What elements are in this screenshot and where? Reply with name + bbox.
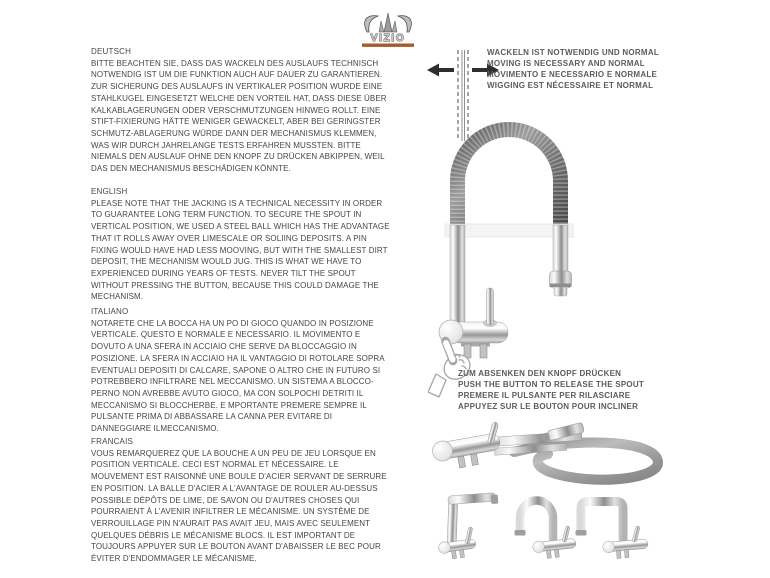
section-body: PLEASE NOTE THAT THE JACKING IS A TECHNICAL NECESSITY IN ORDER TO GUARANTEE LONG TERM FUNCTION. TO SECURE THE SPOUT IN VERTICAL POSITION, WE USED A STEEL BALL WHICH HAS THE ADVANTAGE THAT IT ROLLS AWAY OVER LIMESCALE OR SOLIING DEPOSITS. A PIN FIXING WOULD HAVE HAD LESS MOOVING, BUT WITH THE SMALLEST DIRT DEPOSIT, THE MECHANISM WOULD JUG. THIS IS WHAT WE HAVE TO EXPERIENCED DURING YEARS OF TESTS. NEVER TILT THE SPOUT WITHOUT PRESSING THE BUTTON, BECAUSE THIS COULD DAMAGE THE MECHANISM. — [91, 198, 390, 302]
section-heading: ENGLISH — [91, 187, 128, 196]
section-deutsch — [91, 46, 391, 175]
logo-left-horn — [365, 16, 378, 32]
note-line: WACKELN IST NOTWENDIG UND NORMAL — [487, 48, 659, 57]
spring-hose-arch — [458, 130, 561, 227]
mounting-prongs — [461, 342, 490, 358]
note-line: WIGGING EST NÉCESSAIRE ET NORMAL — [487, 81, 654, 90]
folded-faucet-figure — [428, 420, 683, 496]
note-line: ZUM ABSENKEN DEN KNOPF DRÜCKEN — [458, 369, 622, 378]
section-heading: FRANCAIS — [91, 437, 134, 446]
section-heading: DEUTSCH — [91, 47, 132, 56]
note-line: MOVIMENTO E NECESSARIO E NORMALE — [487, 70, 658, 79]
section-italiano — [91, 306, 391, 435]
variant-round-spout — [515, 501, 578, 560]
section-body: VOUS REMARQUEREZ QUE LA BOUCHE A UN PEU DE JEU LORSQUE EN POSITION VERTICALE. CECI EST NORMAL ET NÉCESSAIRE. LE MOUVEMENT EST RAISONNÉ UNE BOULE D'ACIER SERVANT DE SERRURE EN POSITION. LA BALLE D'ACIER A L'AVANTAGE DE ROULER AU-DESSUS POSSIBLE DÉPÔTS DE LIME, DE SAVON OU D'AUTRES CHOSES QUI POURRAIENT À L'AVENIR INFILTRER LE MÉCANISME. UN SYSTÈME DE VERROUILLAGE PIN N'AURAIT PAS AVAIT JEU, MAIS AVEC SEULEMENT QUELQUES DÉBRIS LE MÉCANISME BLOCS. IL EST IMPORTANT DE TOUJOURS APPUYER SUR LE BOUTON AVANT D'ABAISSER LE BEC POUR ÉVITER D'ENDOMMAGER LE MÉCANISME. — [91, 448, 387, 564]
logo-right-fin — [392, 21, 397, 32]
note-line: PREMERE IL PULSANTE PER RILASCIARE — [458, 391, 631, 400]
brand-logo — [354, 11, 422, 48]
section-english — [91, 186, 391, 303]
section-body: NOTARETE CHE LA BOCCA HA UN PO DI GIOCO QUANDO IN POSIZIONE VERTICALE. QUESTO E NORMALE E NECESSARIO. IL MOVIMENTO E DOVUTO A UNA SFERA IN ACCIAIO CHE SERVE DA BLOCCAGGIO IN POSIZIONE. LA SFERA IN ACCIAIO HA IL VANTAGGIO DI ROTOLARE SOPRA EVENTUALI DEPOSITI DI CALCARE, SAPONE O ALTRO CHE IN FUTURO SI POTREBBERO INFILTRARE NEL MECCANISMO. UN SISTEMA A BLOCCO-PERNO NON AVREBBE AVUTO GIOCO, MA CON SOLPOCHI DETRITI IL MECCANISMO SI BLOCCHERBE. E MPORTANTE PREMERE SEMPRE IL PULSANTE PRIMA DI ABBASSARE LA CANNA PER EVITARE DI DANNEGGIARE ILMECCANISMO. — [91, 318, 385, 434]
main-faucet-figure — [428, 108, 633, 398]
lever-handle — [484, 288, 497, 327]
note-line: PUSH THE BUTTON TO RELEASE THE SPOUT — [458, 380, 645, 389]
wiggle-note — [487, 47, 659, 91]
logo-left-fin — [379, 21, 384, 32]
button-note — [458, 368, 644, 412]
brand-symbol-icon — [354, 11, 422, 48]
spout-tube — [553, 225, 568, 273]
note-line: MOVING IS NECESSARY AND NORMAL — [487, 59, 645, 68]
riser-tube — [450, 225, 465, 324]
spout-variants-figure — [438, 487, 683, 573]
section-francais — [91, 436, 391, 565]
arrow-left-icon — [427, 64, 454, 77]
note-line: APPUYEZ SUR LE BOUTON POUR INCLINER — [458, 402, 639, 411]
logo-center-tower — [384, 13, 392, 32]
variant-square-spout — [576, 502, 650, 560]
logo-text: VIZIO — [370, 32, 406, 44]
variant-l-spout — [438, 493, 498, 561]
logo-right-horn — [398, 16, 411, 32]
section-heading: ITALIANO — [91, 307, 129, 316]
sprayer-head — [550, 271, 572, 296]
section-body: BITTE BEACHTEN SIE, DASS DAS WACKELN DES AUSLAUFS TECHNISCH NOTWENDIG IST UM DIE FUNKTION AUCH AUF DAUER ZU GARANTIEREN. ZUR SICHERUNG DES AUSLAUFS IN VERTIKALER POSITION WURDE EINE STAHLKUGEL EINGESETZT WELCHE DEN VORTEIL HAT, DASS DIESE ÜBER KALKABLAGERUNGEN ODER VERSCHMUTZUNGEN HINWEG ROLLT. EINE STIFT-FIXIERUNG HÄTTE WENIGER GEWACKELT, ABER BEI GERINGSTER SCHMUTZ-ABLAGERUNG WÜRDE DANN DER MECHANISMUS KLEMMEN, WAS WIR DURCH JAHRELANGE TESTS ERFAHREN MUSSTEN. BITTE NIEMALS DEN AUSLAUF OHNE DEN KNOPF ZU DRÜCKEN ABKIPPEN, WEIL DAS DEN MECHANISMUS BESCHÄDIGEN KÖNNTE. — [91, 58, 387, 174]
